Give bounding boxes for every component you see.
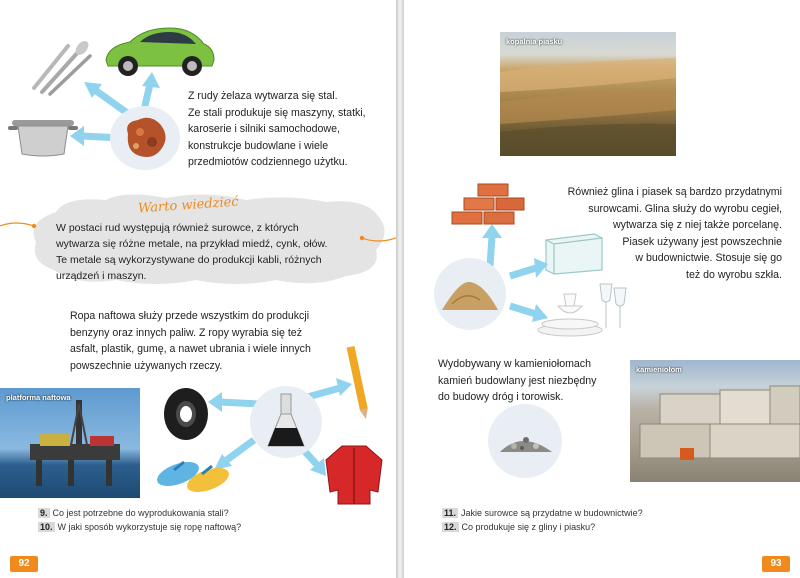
hook-left-icon bbox=[0, 218, 38, 232]
question-11 bbox=[442, 507, 643, 519]
oil-platform-photo bbox=[0, 388, 140, 498]
text-line: surowcami. Glina służy do wyrobu cegieł, bbox=[588, 202, 782, 215]
text-line: wytwarza się różne metale, na przykład miedź, cynk, ołów. bbox=[56, 238, 328, 250]
question-number: 10. bbox=[40, 522, 53, 532]
sand-circle bbox=[434, 258, 506, 330]
sand-mine-photo bbox=[500, 32, 676, 156]
right-page bbox=[404, 0, 800, 578]
text-line: urządzeń i maszyn. bbox=[56, 270, 147, 282]
flask-icon bbox=[266, 394, 306, 450]
text-line: wytwarza się z niej także porcelanę. bbox=[613, 219, 782, 231]
jacket-icon bbox=[324, 444, 384, 506]
text-line: Ropa naftowa służy przede wszystkim do produkcji bbox=[70, 310, 310, 322]
iron-ore-circle bbox=[110, 106, 180, 170]
info-box-text bbox=[56, 220, 376, 284]
page-number: 92 bbox=[10, 556, 38, 572]
text-line: powszechnie używanych rzeczy. bbox=[70, 359, 223, 372]
iron-ore-icon bbox=[120, 114, 170, 162]
left-page bbox=[0, 0, 396, 578]
photo-label: platforma naftowa bbox=[6, 393, 71, 402]
oil-flask-circle bbox=[250, 386, 322, 458]
page-number: 93 bbox=[762, 556, 790, 572]
text-line: też do wyrobu szkła. bbox=[686, 268, 782, 281]
question-text: Co produkuje się z gliny i piasku? bbox=[461, 522, 596, 532]
steel-paragraph bbox=[188, 88, 388, 171]
oil-platform-icon bbox=[20, 400, 130, 490]
info-box-title: Warto wiedzieć bbox=[137, 194, 240, 217]
question-9 bbox=[38, 507, 229, 519]
text-line: W postaci rud występują również surowce, z których bbox=[56, 222, 299, 234]
bricks-icon bbox=[450, 182, 526, 226]
question-number: 11. bbox=[444, 508, 457, 518]
book-gutter bbox=[396, 0, 404, 578]
text-line: Ze stali produkuje się maszyny, statki, bbox=[188, 106, 366, 119]
text-line: benzyny oraz innych paliw. Z ropy wyrabia się też bbox=[70, 326, 302, 339]
photo-label: kopalnia piasku bbox=[506, 37, 563, 46]
question-12 bbox=[442, 521, 595, 533]
question-text: Co jest potrzebne do wyprodukowania stali? bbox=[52, 508, 229, 518]
question-number: 12. bbox=[444, 522, 457, 532]
pencil-icon bbox=[346, 342, 370, 422]
text-line: Również glina i piasek są bardzo przydatnymi bbox=[567, 186, 782, 198]
text-line: Wydobywany w kamieniołomach bbox=[438, 358, 591, 370]
text-line: przedmiotów codziennego użytku. bbox=[188, 156, 348, 168]
gravel-circle bbox=[488, 404, 562, 478]
text-line: asfalt, plastik, gumę, a nawet ubrania i wiele innych bbox=[70, 343, 311, 355]
mine-terraces bbox=[500, 32, 676, 156]
photo-label: kamieniołom bbox=[636, 365, 682, 374]
tire-icon bbox=[160, 386, 212, 442]
sand-pile-icon bbox=[440, 278, 500, 314]
question-text: Jakie surowce są przydatne w budownictwie? bbox=[461, 508, 643, 518]
stone-paragraph bbox=[438, 356, 628, 406]
text-line: konstrukcje budowlane i wiele bbox=[188, 139, 329, 152]
gravel-icon bbox=[498, 426, 554, 456]
oil-paragraph bbox=[70, 308, 370, 374]
quarry-blocks bbox=[630, 360, 800, 482]
tableware-icon bbox=[536, 282, 632, 340]
flip-flops-icon bbox=[154, 452, 234, 500]
text-line: karoserie i silniki samochodowe, bbox=[188, 123, 340, 135]
text-line: Piasek używany jest powszechnie bbox=[622, 235, 782, 248]
text-line: do budowy dróg i torowisk. bbox=[438, 391, 564, 403]
question-number: 9. bbox=[40, 508, 48, 518]
text-line: kamień budowlany jest niezbędny bbox=[438, 374, 597, 387]
text-line: Z rudy żelaza wytwarza się stal. bbox=[188, 90, 338, 102]
text-line: w budownictwie. Stosuje się go bbox=[635, 252, 782, 264]
quarry-photo bbox=[630, 360, 800, 482]
question-10 bbox=[38, 521, 241, 533]
clay-sand-paragraph bbox=[536, 184, 782, 283]
text-line: Te metale są wykorzystywane do produkcji kabli, różnych bbox=[56, 254, 322, 266]
question-text: W jaki sposób wykorzystuje się ropę naftową? bbox=[57, 522, 242, 532]
